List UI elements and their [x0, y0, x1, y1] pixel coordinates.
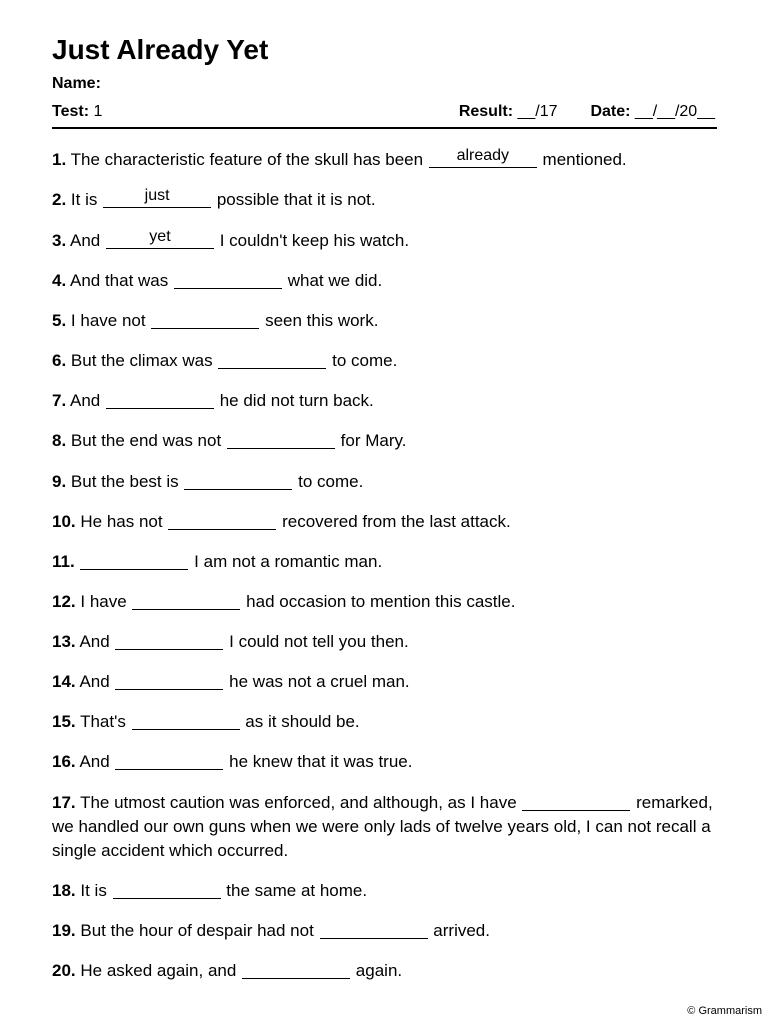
question-text-before: And — [69, 231, 101, 250]
name-label: Name: — [52, 75, 101, 92]
answer-blank[interactable] — [113, 880, 221, 899]
answer-blank[interactable] — [106, 390, 214, 409]
question-text-after: I could not tell you then. — [229, 632, 409, 651]
question-text-after: to come. — [332, 351, 398, 370]
answer-blank[interactable] — [103, 189, 211, 208]
question-text-before: It is — [80, 881, 107, 900]
question-11 — [52, 550, 717, 574]
question-text-before: He has not — [80, 512, 163, 531]
question-text-before: And — [79, 672, 110, 691]
question-number: 13. — [52, 632, 76, 651]
worksheet-page — [52, 0, 717, 1024]
answer-blank[interactable] — [80, 551, 188, 570]
date-value: __/__/20__ — [634, 103, 715, 120]
question-2 — [52, 188, 717, 212]
question-text-after: possible that it is not. — [216, 190, 376, 209]
answer-blank[interactable] — [522, 792, 630, 811]
question-text-after: to come. — [298, 472, 364, 491]
question-text-before: I have — [80, 592, 127, 611]
question-14 — [52, 670, 717, 694]
question-text-after: he knew that it was true. — [229, 752, 413, 771]
question-18 — [52, 879, 717, 903]
question-text-before: He asked again, and — [80, 961, 237, 980]
answer-blank[interactable] — [184, 471, 292, 490]
question-17 — [52, 791, 717, 863]
question-number: 9. — [52, 472, 67, 491]
question-number: 6. — [52, 351, 67, 370]
answer-text: already — [456, 147, 510, 164]
question-9 — [52, 470, 717, 494]
question-16 — [52, 750, 717, 774]
question-text-before: That's — [80, 712, 126, 731]
question-text-after: arrived. — [433, 921, 490, 940]
question-number: 14. — [52, 672, 76, 691]
question-text-before: It is — [70, 190, 98, 209]
question-text-after: I am not a romantic man. — [194, 552, 383, 571]
question-7 — [52, 389, 717, 413]
question-text-after: he was not a cruel man. — [229, 672, 410, 691]
question-text-after: again. — [355, 961, 403, 980]
question-13 — [52, 630, 717, 654]
question-text-before: But the best is — [70, 472, 179, 491]
answer-blank[interactable] — [429, 149, 537, 168]
answer-blank[interactable] — [115, 751, 223, 770]
question-text-after: had occasion to mention this castle. — [246, 592, 516, 611]
question-text-before: The utmost caution was enforced, and although, as I have — [80, 793, 517, 812]
question-5 — [52, 309, 717, 333]
question-text-before: But the climax was — [70, 351, 213, 370]
question-number: 5. — [52, 311, 67, 330]
question-text-before: And — [69, 391, 101, 410]
result-date-fields — [459, 102, 715, 122]
question-number: 8. — [52, 431, 67, 450]
question-text-before: I have not — [70, 311, 146, 330]
question-number: 16. — [52, 752, 76, 771]
answer-blank[interactable] — [242, 960, 350, 979]
answer-text: yet — [149, 228, 171, 245]
question-15 — [52, 710, 717, 734]
question-6 — [52, 349, 717, 373]
header-divider — [52, 127, 717, 129]
answer-text: just — [144, 187, 170, 204]
question-text-after: I couldn't keep his watch. — [219, 231, 410, 250]
answer-blank[interactable] — [115, 631, 223, 650]
question-text-after: remarked, we handled our own guns when we were only lads of twelve years old, I can not recall a single accident which occurred. — [52, 793, 713, 860]
answer-blank[interactable] — [218, 350, 326, 369]
question-text-after: seen this work. — [265, 311, 379, 330]
question-8 — [52, 429, 717, 453]
question-number: 19. — [52, 921, 76, 940]
question-number: 15. — [52, 712, 76, 731]
question-text-after: what we did. — [287, 271, 383, 290]
question-12 — [52, 590, 717, 614]
result-label: Result: — [458, 103, 514, 120]
question-number: 17. — [52, 793, 76, 812]
answer-blank[interactable] — [168, 511, 276, 530]
question-text-before: The characteristic feature of the skull has been — [70, 150, 424, 169]
question-number: 4. — [52, 271, 67, 290]
answer-blank[interactable] — [227, 430, 335, 449]
answer-blank[interactable] — [106, 230, 214, 249]
question-text-after: the same at home. — [226, 881, 368, 900]
test-value: 1 — [93, 103, 103, 120]
copyright-footer: © Grammarism — [687, 1005, 762, 1017]
question-text-after: he did not turn back. — [219, 391, 374, 410]
question-number: 2. — [52, 190, 67, 209]
answer-blank[interactable] — [151, 310, 259, 329]
question-number: 11. — [52, 552, 75, 571]
question-number: 20. — [52, 961, 76, 980]
question-10 — [52, 510, 717, 534]
question-number: 3. — [52, 231, 67, 250]
date-label: Date: — [590, 103, 631, 120]
question-number: 18. — [52, 881, 76, 900]
question-text-before: And — [79, 752, 110, 771]
result-value: __/17 — [517, 103, 558, 120]
answer-blank[interactable] — [132, 591, 240, 610]
answer-blank[interactable] — [132, 711, 240, 730]
question-text-before: And — [79, 632, 110, 651]
question-4 — [52, 269, 717, 293]
question-text-after: for Mary. — [340, 431, 407, 450]
question-number: 12. — [52, 592, 76, 611]
question-1 — [52, 148, 717, 172]
answer-blank[interactable] — [115, 671, 223, 690]
question-text-before: But the end was not — [70, 431, 222, 450]
question-text-before: But the hour of despair had not — [80, 921, 314, 940]
question-text-after: recovered from the last attack. — [282, 512, 511, 531]
page-title: Just Already Yet — [52, 34, 269, 65]
question-3 — [52, 229, 717, 253]
test-field — [52, 102, 102, 122]
question-text-after: mentioned. — [542, 150, 627, 169]
question-number: 10. — [52, 512, 76, 531]
answer-blank[interactable] — [174, 270, 282, 289]
question-20 — [52, 959, 717, 983]
test-label: Test: — [52, 103, 90, 120]
question-19 — [52, 919, 717, 943]
question-number: 1. — [52, 150, 67, 169]
question-text-before: And that was — [69, 271, 169, 290]
answer-blank[interactable] — [320, 920, 428, 939]
question-number: 7. — [52, 391, 67, 410]
question-text-after: as it should be. — [245, 712, 360, 731]
